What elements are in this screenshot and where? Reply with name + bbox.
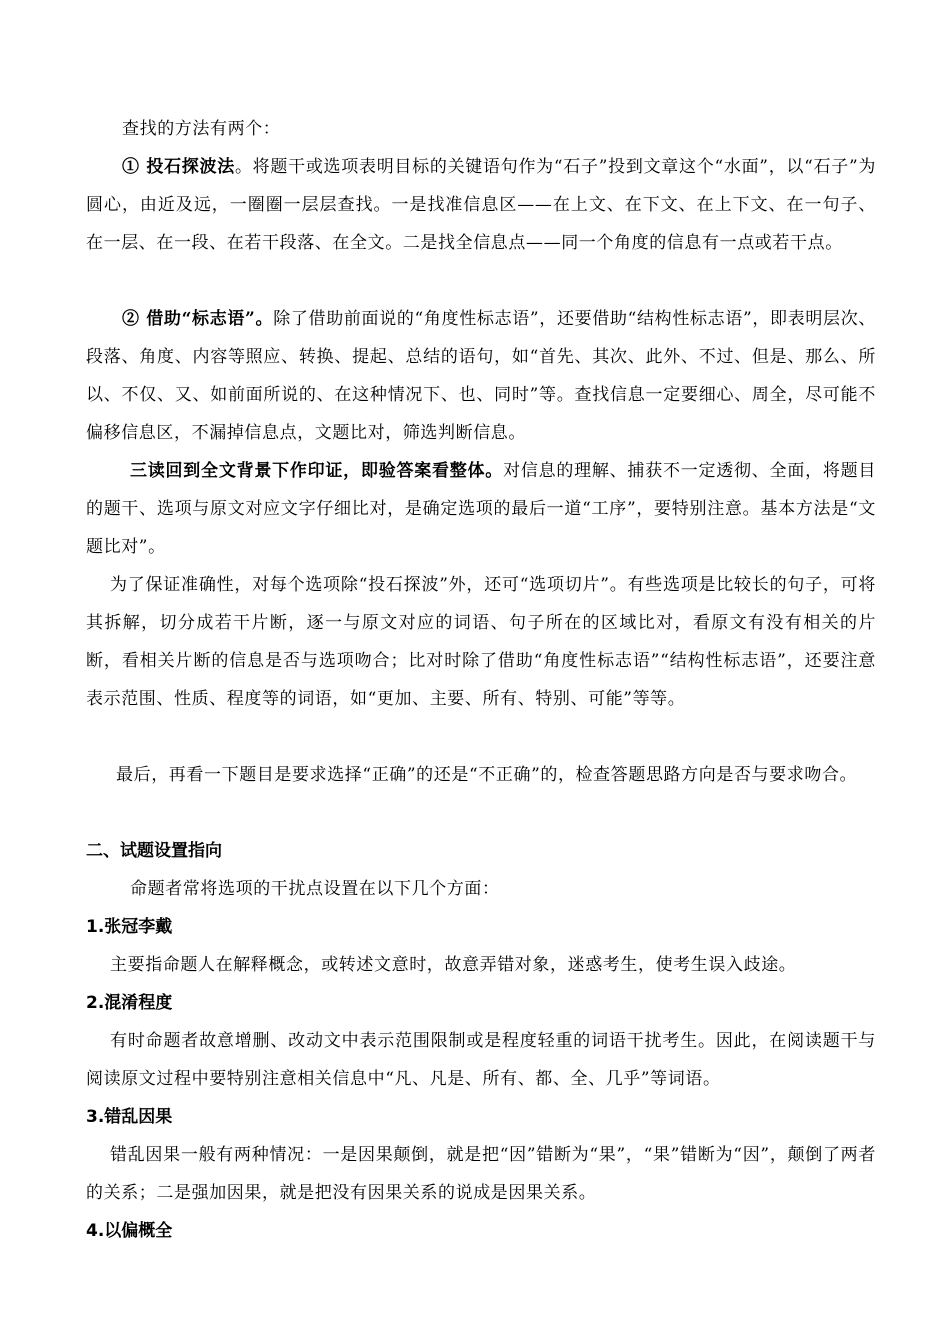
- paragraph-cause-effect: 错乱因果一般有两种情况：一是因果颠倒，就是把“因”错断为“果”，“果”错断为“因”，颠倒了两者的关系；二是强加因果，就是把没有因果关系的说成是因果关系。: [86, 1145, 876, 1203]
- paragraph-distractor-intro: 命题者常将选项的干扰点设置在以下几个方面：: [130, 879, 500, 899]
- subheading-overgeneralization: 4.以偏概全: [86, 1221, 173, 1241]
- paragraph-method-stone-ripple: ① 投石探波法。将题干或选项表明目标的关键语句作为“石子”投到文章这个“水面”，以“石子”为圆心，由近及远，一圈圈一层层查找。一是找准信息区——在上文、在下文、在上下文、在一句子、在一层、在一段、在若干段落、在全文。二是找全信息点——同一个角度的信息有一点或若干点。: [86, 157, 876, 253]
- subheading-degree-confusion: 2.混淆程度: [86, 993, 173, 1013]
- paragraph-misattribution: 主要指命题人在解释概念，或转述文意时，故意弄错对象，迷惑考生，使考生误入歧途。: [110, 955, 797, 975]
- subheading-cause-effect: 3.错乱因果: [86, 1107, 173, 1127]
- paragraph-degree-confusion: 有时命题者故意增删、改动文中表示范围限制或是程度轻重的词语干扰考生。因此，在阅读题干与阅读原文过程中要特别注意相关信息中“凡、凡是、所有、都、全、几乎”等词语。: [86, 1031, 876, 1089]
- paragraph-method-marker-words: ② 借助“标志语”。除了借助前面说的“角度性标志语”，还要借助“结构性标志语”，即表明层次、段落、角度、内容等照应、转换、提起、总结的语句，如“首先、其次、此外、不过、但是、那么、所以、不仅、又、如前面所说的、在这种情况下、也、同时”等。查找信息一定要细心、周全，尽可能不偏移信息区，不漏掉信息点，文题比对，筛选判断信息。: [86, 309, 876, 443]
- paragraph-final-check: 最后，再看一下题目是要求选择“正确”的还是“不正确”的，检查答题思路方向是否与要求吻合。: [116, 765, 858, 785]
- method-1-title: ① 投石探波法: [122, 157, 235, 177]
- paragraph-option-slicing: 为了保证准确性，对每个选项除“投石探波”外，还可“选项切片”。有些选项是比较长的句子，可将其拆解，切分成若干片断，逐一与原文对应的词语、句子所在的区域比对，看原文有没有相关的片断，看相关片断的信息是否与选项吻合；比对时除了借助“角度性标志语”“结构性标志语”，还要注意表示范围、性质、程度等的词语，如“更加、主要、所有、特别、可能”等等。: [86, 575, 876, 709]
- section-heading-question-design: 二、试题设置指向: [86, 841, 222, 861]
- paragraph-search-methods-intro: 查找的方法有两个：: [122, 119, 281, 139]
- paragraph-third-reading: 三读回到全文背景下作印证，即验答案看整体。对信息的理解、捕获不一定透彻、全面，将题目的题干、选项与原文对应文字仔细比对，是确定选项的最后一道“工序”，要特别注意。基本方法是“文题比对”。: [86, 461, 876, 557]
- subheading-misattribution: 1.张冠李戴: [86, 917, 173, 937]
- method-2-title: ② 借助“标志语”。: [122, 309, 274, 329]
- third-reading-title: 三读回到全文背景下作印证，即验答案看整体。: [130, 461, 504, 481]
